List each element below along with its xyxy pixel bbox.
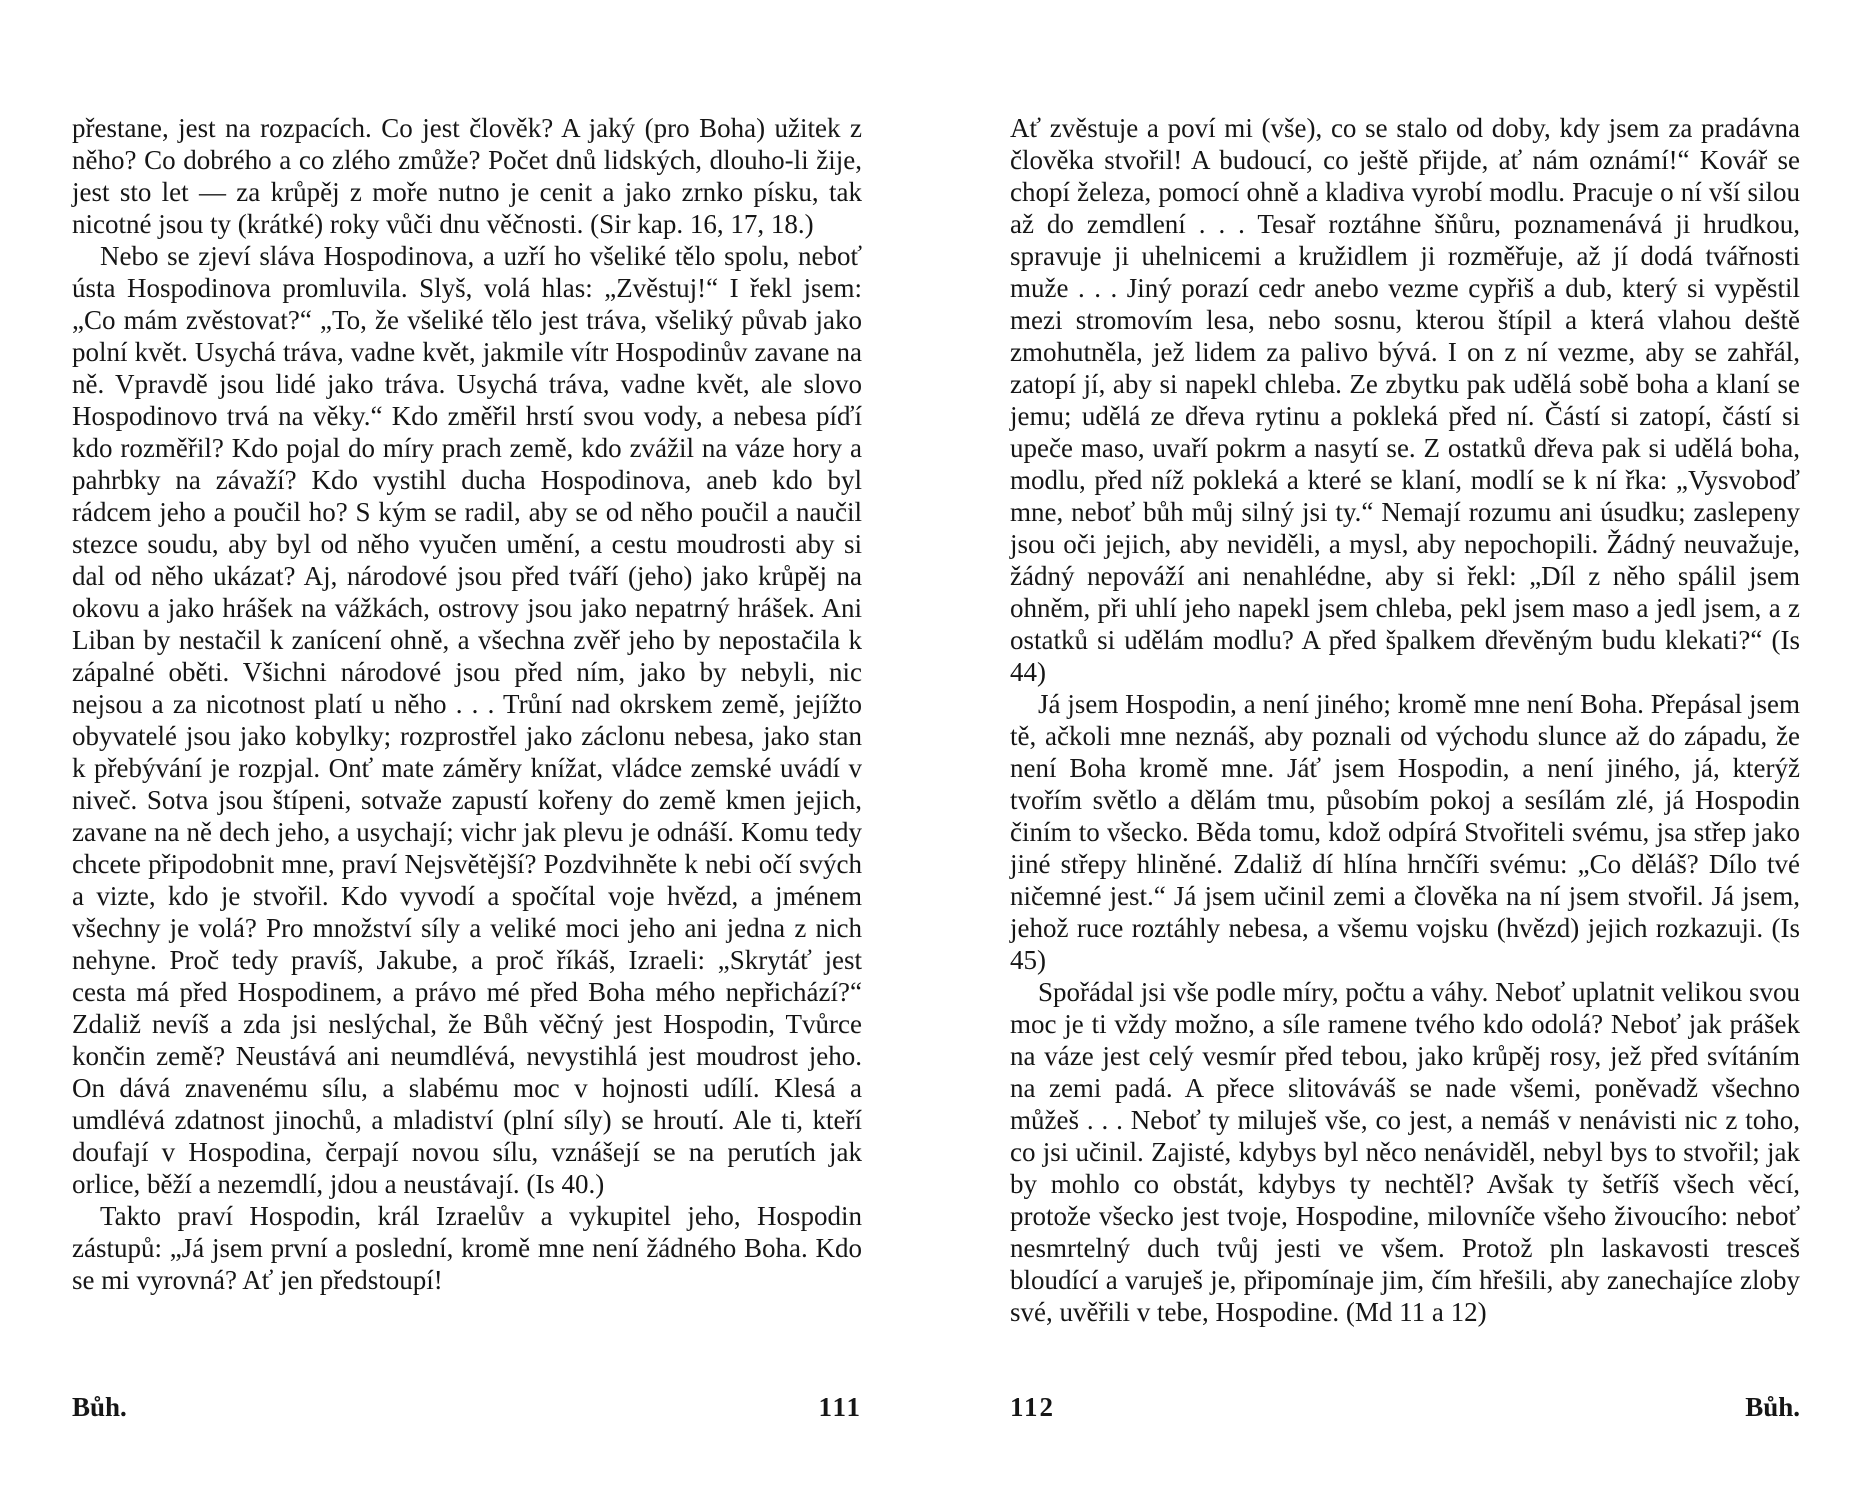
- paragraph: přestane, jest na rozpacích. Co jest člověk? A jaký (pro Boha) užitek z něho? Co dobrého a co zlého zmůže? Počet dnů lidských, dlouho-li žije, jest sto let — za krůpěj z moře nutno je cenit a jako zrnko písku, tak nicotné jsou ty (krátké) roky vůči dnu věčnosti. (Sir kap. 16, 17, 18.): [72, 113, 862, 239]
- left-page-footer: [72, 1392, 862, 1432]
- paragraph: Spořádal jsi vše podle míry, počtu a váhy. Neboť uplatnit velikou svou moc je ti vždy možno, a síle ramene tvého kdo odolá? Neboť jak prášek na váze jest celý vesmír před tebou, jako krůpěj rosy, jež před svítáním na zemi padá. A přece slitováváš se nade všemi, poněvadž všechno můžeš . . . Neboť ty miluješ vše, co jest, a nemáš v nenávisti nic z toho, co jsi učinil. Zajisté, kdybys byl něco nenáviděl, nebyl bys to stvořil; jak by mohlo co obstát, kdybys ty nechtěl? Avšak ty šetříš všech věcí, protože všecko jest tvoje, Hospodine, milovníče všeho živoucího: neboť nesmrtelný duch tvůj jesti ve všem. Protož pln laskavosti tresceš bloudící a varuješ je, připomínaje jim, čím hřešili, aby zanechajíce zloby své, uvěřili v tebe, Hospodine. (Md 11 a 12): [1010, 977, 1800, 1327]
- left-page: [72, 112, 862, 1422]
- page-number: 112: [1010, 1392, 1056, 1422]
- paragraph: Ať zvěstuje a poví mi (vše), co se stalo od doby, kdy jsem za pradávna člověka stvořil! A budoucí, co ještě přijde, ať nám oznámí!“ Kovář se chopí železa, pomocí ohně a kladiva vyrobí modlu. Pracuje o ní vší silou až do zemdlení . . . Tesař roztáhne šňůru, poznamenává ji hrudkou, spravuje ji uhelnicemi a kružidlem ji rozměřuje, až jí dodá tvářnosti muže . . . Jiný porazí cedr anebo vezme cypřiš a dub, který si vypěstil mezi stromovím lesa, nebo sosnu, kterou štípil a která vlahou deště zmohutněla, jež lidem za palivo bývá. I on z ní vezme, aby se zahřál, zatopí jí, aby si napekl chleba. Ze zbytku pak udělá sobě boha a klaní se jemu; udělá ze dřeva rytinu a pokleká před ní. Částí si zatopí, částí si upeče maso, uvaří pokrm a nasytí se. Z ostatků dřeva pak si udělá boha, modlu, před níž pokleká a které se klaní, modlí se k ní řka: „Vysvoboď mne, neboť bůh můj silný jsi ty.“ Nemají rozumu ani úsudku; zaslepeny jsou oči jejich, aby neviděli, a mysl, aby nepochopili. Žádný neuvažuje, žádný nepováží ani nenahlédne, aby si řekl: „Díl z něho spálil jsem ohněm, při uhlí jeho napekl jsem chleba, pekl jsem maso a jedl jsem, a z ostatků si udělám modlu? A před špalkem dřevěným budu klekati?“ (Is 44): [1010, 113, 1800, 687]
- running-title: Bůh.: [1745, 1392, 1800, 1422]
- running-title: Bůh.: [72, 1392, 127, 1422]
- paragraph: Takto praví Hospodin, král Izraelův a vykupitel jeho, Hospodin zástupů: „Já jsem první a poslední, kromě mne není žádného Boha. Kdo se mi vyrovná? Ať jen předstoupí!: [72, 1201, 862, 1295]
- right-page-body: [1010, 112, 1800, 1328]
- left-page-body: [72, 112, 862, 1296]
- paragraph: Já jsem Hospodin, a není jiného; kromě mne není Boha. Přepásal jsem tě, ačkoli mne neznáš, aby poznali od východu slunce až do západu, že není Boha kromě mne. Jáť jsem Hospodin, a není jiného, já, kterýž tvořím světlo a dělám tmu, působím pokoj a sesílám zlé, já Hospodin činím to všecko. Běda tomu, kdož odpírá Stvořiteli svému, jsa střep jako jiné střepy hliněné. Zdaliž dí hlína hrnčíři svému: „Co děláš? Dílo tvé ničemné jest.“ Já jsem učinil zemi a člověka na ní jsem stvořil. Já jsem, jehož ruce roztáhly nebesa, a všemu vojsku (hvězd) jejich rozkazuji. (Is 45): [1010, 689, 1800, 975]
- page-number: 111: [818, 1392, 862, 1422]
- right-page-footer: [1010, 1392, 1800, 1432]
- right-page: [1010, 112, 1800, 1422]
- paragraph: Nebo se zjeví sláva Hospodinova, a uzří ho všeliké tělo spolu, neboť ústa Hospodinova promluvila. Slyš, volá hlas: „Zvěstuj!“ I řekl jsem: „Co mám zvěstovat?“ „To, že všeliké tělo jest tráva, všeliký půvab jako polní květ. Usychá tráva, vadne květ, jakmile vítr Hospodinův zavane na ně. Vpravdě jsou lidé jako tráva. Usychá tráva, vadne květ, ale slovo Hospodinovo trvá na věky.“ Kdo změřil hrstí svou vody, a nebesa píďí kdo rozměřil? Kdo pojal do míry prach země, kdo zvážil na váze hory a pahrbky na závaží? Kdo vystihl ducha Hospodinova, aneb kdo byl rádcem jeho a poučil ho? S kým se radil, aby se od něho poučil a naučil stezce soudu, aby byl od něho vyučen umění, a cestu moudrosti aby si dal od něho ukázat? Aj, národové jsou před tváří (jeho) jako krůpěj na okovu a jako hrášek na vážkách, ostrovy jsou jako nepatrný hrášek. Ani Liban by nestačil k zanícení ohně, a všechna zvěř jeho by nepostačila k zápalné oběti. Všichni národové jsou před ním, jako by nebyli, nic nejsou a za nicotnost platí u něho . . . Trůní nad okrskem země, jejížto obyvatelé jsou jako kobylky; rozprostřel jako záclonu nebesa, jako stan k přebývání je rozpjal. Onť mate záměry knížat, vládce zemské uvádí v niveč. Sotva jsou štípeni, sotvaže zapustí kořeny do země kmen jejich, zavane na ně dech jeho, a usychají; vichr jak plevu je odnáší. Komu tedy chcete připodobnit mne, praví Nejsvětější? Pozdvihněte k nebi očí svých a vizte, kdo je stvořil. Kdo vyvodí a spočítal voje hvězd, a jménem všechny je volá? Pro množství síly a veliké moci jeho ani jedna z nich nehyne. Proč tedy pravíš, Jakube, a proč říkáš, Izraeli: „Skrytáť jest cesta má před Hospodinem, a právo mé před Boha mého nepřichází?“ Zdaliž nevíš a zda jsi neslýchal, že Bůh věčný jest Hospodin, Tvůrce končin země? Neustává ani neumdlévá, nevystihlá jest moudrost jeho. On dává znavenému sílu, a slabému moc v hojnosti udílí. Klesá a umdlévá zdatnost jinochů, a mladiství (plní síly) se hroutí. Ale ti, kteří doufají v Hospodina, čerpají novou sílu, vznášejí se na perutích jak orlice, běží a nezemdlí, jdou a neustávají. (Is 40.): [72, 241, 862, 1199]
